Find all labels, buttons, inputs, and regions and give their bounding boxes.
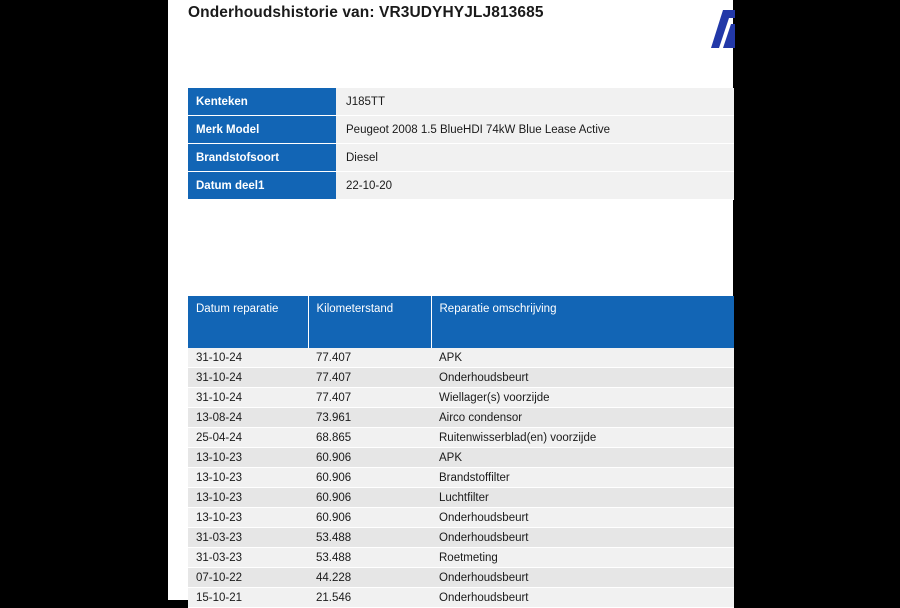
table-row (188, 468, 734, 488)
vehicle-info-table (188, 88, 734, 200)
cell-date: 13-10-23 (188, 448, 308, 468)
table-row (188, 172, 734, 200)
table-row (188, 508, 734, 528)
column-header-mileage: Kilometerstand (308, 296, 431, 348)
column-header-description: Reparatie omschrijving (431, 296, 734, 348)
cell-mileage: 60.906 (308, 508, 431, 528)
cell-mileage: 60.906 (308, 448, 431, 468)
vehicle-info-key: Kenteken (188, 88, 336, 116)
vehicle-info-value: 22-10-20 (336, 172, 734, 200)
table-row (188, 348, 734, 368)
cell-date: 13-10-23 (188, 508, 308, 528)
column-header-date: Datum reparatie (188, 296, 308, 348)
table-row (188, 144, 734, 172)
cell-date: 31-10-24 (188, 348, 308, 368)
table-row (188, 488, 734, 508)
vehicle-info-value: Peugeot 2008 1.5 BlueHDI 74kW Blue Lease Active (336, 116, 734, 144)
cell-description: Ruitenwisserblad(en) voorzijde (431, 428, 734, 448)
history-header (188, 296, 734, 348)
cell-mileage: 68.865 (308, 428, 431, 448)
document-sheet (168, 0, 733, 604)
cell-description: APK (431, 448, 734, 468)
cell-description: Airco condensor (431, 408, 734, 428)
table-row (188, 368, 734, 388)
maintenance-history-table (188, 296, 734, 608)
cell-date: 13-10-23 (188, 488, 308, 508)
vehicle-info-body (188, 88, 734, 200)
cell-description: Onderhoudsbeurt (431, 528, 734, 548)
cell-date: 13-08-24 (188, 408, 308, 428)
table-row (188, 428, 734, 448)
history-body (188, 348, 734, 608)
vehicle-info-key: Datum deel1 (188, 172, 336, 200)
vehicle-info-value: Diesel (336, 144, 734, 172)
brand-logo-icon (709, 8, 735, 48)
cell-date: 31-03-23 (188, 548, 308, 568)
table-row (188, 568, 734, 588)
vehicle-info-value: J185TT (336, 88, 734, 116)
cell-mileage: 21.546 (308, 588, 431, 608)
cell-description: Onderhoudsbeurt (431, 588, 734, 608)
cell-date: 07-10-22 (188, 568, 308, 588)
cell-date: 31-10-24 (188, 388, 308, 408)
table-header-row (188, 296, 734, 348)
table-row (188, 588, 734, 608)
cell-mileage: 77.407 (308, 388, 431, 408)
cell-date: 25-04-24 (188, 428, 308, 448)
cell-date: 31-10-24 (188, 368, 308, 388)
cell-description: Onderhoudsbeurt (431, 568, 734, 588)
cell-mileage: 53.488 (308, 548, 431, 568)
cell-description: Luchtfilter (431, 488, 734, 508)
cell-date: 13-10-23 (188, 468, 308, 488)
cell-mileage: 73.961 (308, 408, 431, 428)
cell-description: Brandstoffilter (431, 468, 734, 488)
cell-description: Onderhoudsbeurt (431, 508, 734, 528)
cell-mileage: 77.407 (308, 368, 431, 388)
cell-mileage: 60.906 (308, 488, 431, 508)
table-row (188, 448, 734, 468)
cell-mileage: 44.228 (308, 568, 431, 588)
cell-date: 31-03-23 (188, 528, 308, 548)
cell-description: Onderhoudsbeurt (431, 368, 734, 388)
cell-mileage: 53.488 (308, 528, 431, 548)
cell-mileage: 77.407 (308, 348, 431, 368)
cell-mileage: 60.906 (308, 468, 431, 488)
table-row (188, 548, 734, 568)
table-row (188, 388, 734, 408)
table-row (188, 88, 734, 116)
vehicle-info-key: Brandstofsoort (188, 144, 336, 172)
cell-description: APK (431, 348, 734, 368)
table-row (188, 528, 734, 548)
cell-description: Wiellager(s) voorzijde (431, 388, 734, 408)
table-row (188, 116, 734, 144)
page-title: Onderhoudshistorie van: VR3UDYHYJLJ813685 (188, 4, 544, 21)
cell-date: 15-10-21 (188, 588, 308, 608)
table-row (188, 408, 734, 428)
vehicle-info-key: Merk Model (188, 116, 336, 144)
cell-description: Roetmeting (431, 548, 734, 568)
